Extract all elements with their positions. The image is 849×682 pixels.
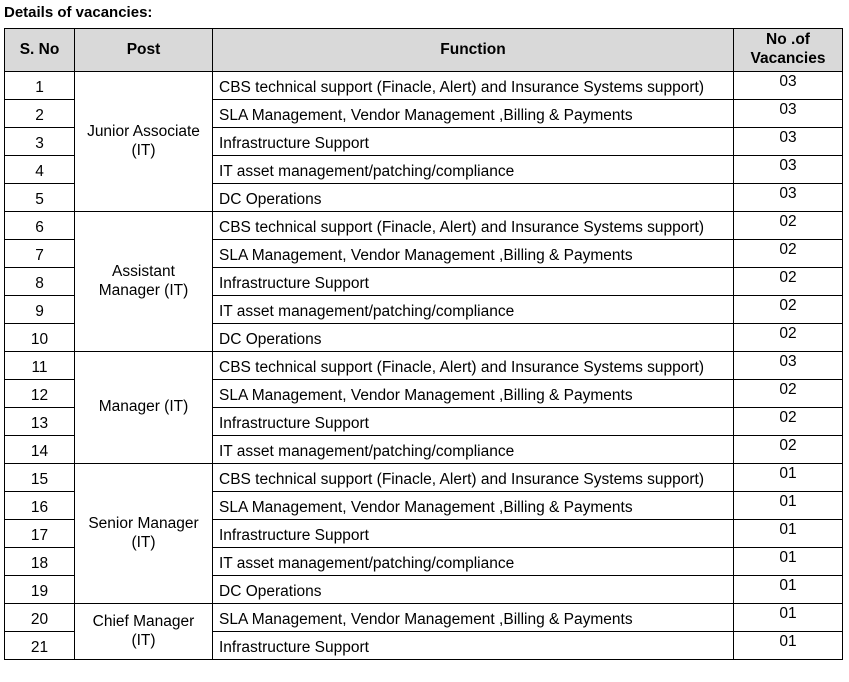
cell-sno: 18 <box>5 548 75 576</box>
cell-vacancies: 03 <box>734 72 843 100</box>
cell-sno: 19 <box>5 576 75 604</box>
header-post: Post <box>75 29 213 72</box>
cell-function: IT asset management/patching/compliance <box>213 436 734 464</box>
post-name-line2: Manager (IT) <box>98 281 189 299</box>
cell-vacancies: 02 <box>734 268 843 296</box>
cell-vacancies: 01 <box>734 632 843 660</box>
post-name-line1: Junior Associate <box>87 122 200 140</box>
cell-sno: 16 <box>5 492 75 520</box>
post-cell <box>75 352 213 464</box>
cell-vacancies: 02 <box>734 240 843 268</box>
header-function: Function <box>213 29 734 72</box>
table-row <box>5 212 843 240</box>
cell-function: SLA Management, Vendor Management ,Billing & Payments <box>213 604 734 632</box>
cell-function: Infrastructure Support <box>213 128 734 156</box>
cell-sno: 5 <box>5 184 75 212</box>
vacancies-table <box>4 28 843 660</box>
cell-vacancies: 03 <box>734 184 843 212</box>
post-cell <box>75 72 213 212</box>
cell-function: SLA Management, Vendor Management ,Billing & Payments <box>213 380 734 408</box>
cell-function: IT asset management/patching/compliance <box>213 296 734 324</box>
post-cell <box>75 212 213 352</box>
cell-function: DC Operations <box>213 324 734 352</box>
cell-vacancies: 01 <box>734 464 843 492</box>
post-name-line2: (IT) <box>131 141 156 159</box>
cell-vacancies: 03 <box>734 352 843 380</box>
cell-vacancies: 01 <box>734 604 843 632</box>
cell-function: DC Operations <box>213 184 734 212</box>
cell-vacancies: 03 <box>734 156 843 184</box>
table-row <box>5 352 843 380</box>
table-row <box>5 72 843 100</box>
cell-function: Infrastructure Support <box>213 408 734 436</box>
cell-vacancies: 02 <box>734 408 843 436</box>
cell-vacancies: 01 <box>734 520 843 548</box>
cell-vacancies: 01 <box>734 548 843 576</box>
cell-function: DC Operations <box>213 576 734 604</box>
cell-sno: 9 <box>5 296 75 324</box>
table-row <box>5 464 843 492</box>
cell-vacancies: 01 <box>734 492 843 520</box>
cell-sno: 4 <box>5 156 75 184</box>
post-name-line1: Assistant <box>112 262 175 280</box>
cell-sno: 6 <box>5 212 75 240</box>
cell-function: CBS technical support (Finacle, Alert) and Insurance Systems support) <box>213 212 734 240</box>
cell-function: SLA Management, Vendor Management ,Billing & Payments <box>213 240 734 268</box>
post-name-line2: (IT) <box>131 631 156 649</box>
cell-sno: 1 <box>5 72 75 100</box>
post-name-line1: Senior Manager <box>88 514 199 532</box>
table-row <box>5 604 843 632</box>
cell-function: Infrastructure Support <box>213 268 734 296</box>
cell-function: CBS technical support (Finacle, Alert) and Insurance Systems support) <box>213 352 734 380</box>
cell-sno: 2 <box>5 100 75 128</box>
cell-vacancies: 02 <box>734 212 843 240</box>
cell-function: Infrastructure Support <box>213 632 734 660</box>
cell-sno: 17 <box>5 520 75 548</box>
page-title: Details of vacancies: <box>4 4 153 21</box>
cell-vacancies: 02 <box>734 436 843 464</box>
cell-sno: 13 <box>5 408 75 436</box>
cell-sno: 7 <box>5 240 75 268</box>
cell-function: IT asset management/patching/compliance <box>213 156 734 184</box>
cell-sno: 3 <box>5 128 75 156</box>
cell-vacancies: 02 <box>734 324 843 352</box>
cell-function: IT asset management/patching/compliance <box>213 548 734 576</box>
header-vacancies-line1: No .of <box>766 31 810 49</box>
cell-sno: 21 <box>5 632 75 660</box>
cell-function: CBS technical support (Finacle, Alert) and Insurance Systems support) <box>213 72 734 100</box>
cell-sno: 8 <box>5 268 75 296</box>
post-name-line1: Manager (IT) <box>98 398 189 416</box>
post-name-line2: (IT) <box>131 533 156 551</box>
post-cell <box>75 464 213 604</box>
cell-sno: 10 <box>5 324 75 352</box>
post-name-line1: Chief Manager <box>92 612 195 630</box>
cell-function: Infrastructure Support <box>213 520 734 548</box>
cell-sno: 11 <box>5 352 75 380</box>
header-vacancies <box>734 29 843 72</box>
cell-sno: 14 <box>5 436 75 464</box>
cell-vacancies: 02 <box>734 296 843 324</box>
cell-sno: 12 <box>5 380 75 408</box>
cell-vacancies: 01 <box>734 576 843 604</box>
cell-vacancies: 02 <box>734 380 843 408</box>
header-vacancies-line2: Vacancies <box>750 50 826 67</box>
cell-vacancies: 03 <box>734 100 843 128</box>
header-sno: S. No <box>5 29 75 72</box>
cell-vacancies: 03 <box>734 128 843 156</box>
cell-function: SLA Management, Vendor Management ,Billing & Payments <box>213 492 734 520</box>
cell-function: CBS technical support (Finacle, Alert) and Insurance Systems support) <box>213 464 734 492</box>
post-cell <box>75 604 213 660</box>
table-header-row <box>5 29 843 72</box>
cell-function: SLA Management, Vendor Management ,Billing & Payments <box>213 100 734 128</box>
cell-sno: 20 <box>5 604 75 632</box>
cell-sno: 15 <box>5 464 75 492</box>
